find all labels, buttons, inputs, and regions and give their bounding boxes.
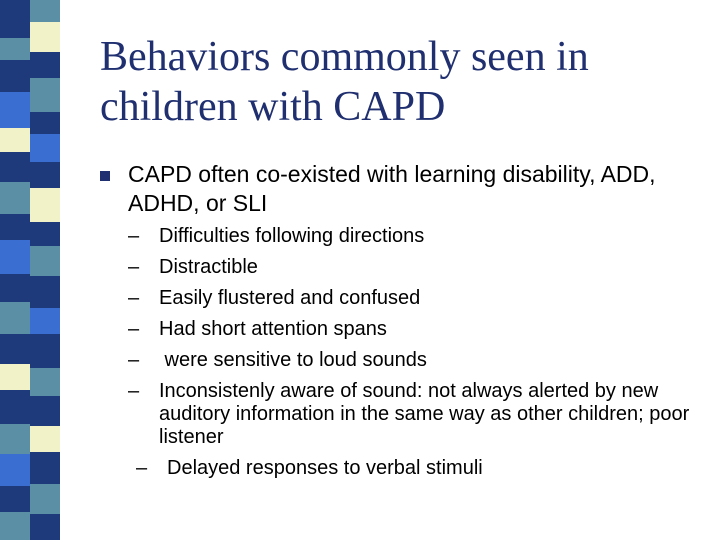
stripe-segment xyxy=(30,368,60,396)
sub-bullet-list xyxy=(128,225,698,488)
stripe-segment xyxy=(30,78,60,112)
stripe-segment xyxy=(0,92,30,128)
stripe-segment xyxy=(30,396,60,426)
sub-bullet-text: Easily flustered and confused xyxy=(159,287,421,309)
stripe-segment xyxy=(30,162,60,188)
stripe-segment xyxy=(30,276,60,308)
stripe-segment xyxy=(30,134,60,162)
stripe-segment xyxy=(30,514,60,540)
stripe-segment xyxy=(0,334,30,364)
sub-bullet-text: Inconsistenly aware of sound: not always alerted by new auditory information in the same way as other children; poor listener xyxy=(159,380,690,448)
sub-bullet-text: were sensitive to loud sounds xyxy=(159,349,427,371)
stripe-segment xyxy=(30,484,60,514)
dash-icon: – xyxy=(128,225,140,247)
stripe-segment xyxy=(0,424,30,454)
sub-bullet-item xyxy=(128,287,698,310)
sub-bullet-item xyxy=(136,457,698,480)
dash-icon: – xyxy=(136,457,148,479)
stripe-segment xyxy=(30,334,60,368)
sub-bullet-text: Had short attention spans xyxy=(159,318,387,340)
stripe-segment xyxy=(0,454,30,486)
stripe-segment xyxy=(30,426,60,452)
sub-bullet-text: Difficulties following directions xyxy=(159,225,425,247)
dash-icon: – xyxy=(128,380,140,402)
dash-icon: – xyxy=(128,318,140,340)
slide-title: Behaviors commonly seen in children with CAPD xyxy=(100,34,589,130)
sub-bullet-item xyxy=(128,380,698,449)
stripe-segment xyxy=(30,112,60,134)
stripe-segment xyxy=(0,512,30,540)
square-bullet-icon xyxy=(100,171,110,181)
stripe-segment xyxy=(30,0,60,22)
stripe-segment xyxy=(0,214,30,240)
stripe-segment xyxy=(0,182,30,214)
stripe-segment xyxy=(30,246,60,276)
sub-bullet-item xyxy=(128,256,698,279)
stripe-segment xyxy=(30,52,60,78)
stripe-segment xyxy=(30,22,60,52)
stripe-segment xyxy=(30,452,60,484)
stripe-svg xyxy=(0,0,60,540)
dash-icon: – xyxy=(128,349,140,371)
stripe-segment xyxy=(0,240,30,274)
sub-bullet-item xyxy=(128,225,698,248)
stripe-segment xyxy=(30,222,60,246)
sub-bullet-text: Delayed responses to verbal stimuli xyxy=(167,457,483,479)
stripe-segment xyxy=(0,390,30,424)
stripe-segment xyxy=(0,486,30,512)
stripe-segment xyxy=(0,38,30,60)
stripe-segment xyxy=(0,128,30,152)
stripe-segment xyxy=(0,0,30,38)
main-bullet-text: CAPD often co-existed with learning disability, ADD, ADHD, or SLI xyxy=(128,161,656,216)
stripe-segment xyxy=(0,274,30,302)
dash-icon: – xyxy=(128,256,140,278)
stripe-segment xyxy=(0,60,30,92)
stripe-segment xyxy=(30,188,60,222)
stripe-segment xyxy=(30,308,60,334)
stripe-segment xyxy=(0,152,30,182)
sub-bullet-item xyxy=(128,349,698,372)
dash-icon: – xyxy=(128,287,140,309)
decorative-stripe-bar xyxy=(0,0,60,540)
stripe-segment xyxy=(0,364,30,390)
stripe-segment xyxy=(0,302,30,334)
sub-bullet-item xyxy=(128,318,698,341)
sub-bullet-text: Distractible xyxy=(159,256,258,278)
